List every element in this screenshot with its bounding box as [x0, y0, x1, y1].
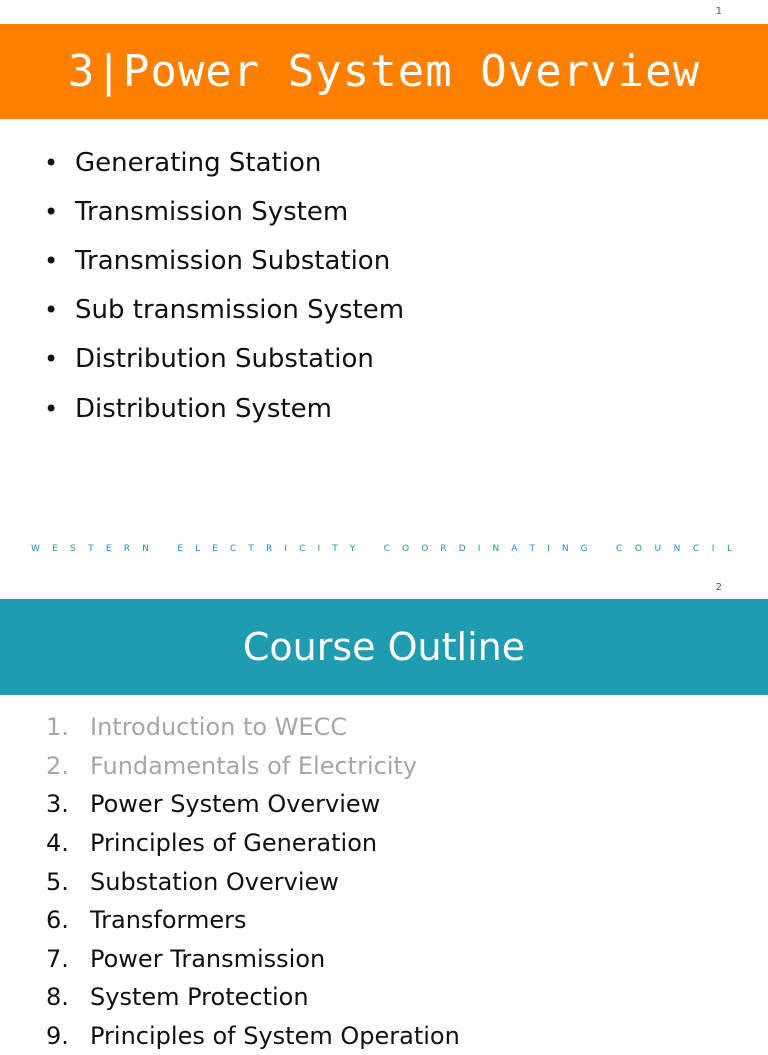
outline-item: 1. Introduction to WECC [46, 713, 348, 742]
footer-organization [0, 540, 768, 558]
bullet-item: • Sub transmission System [44, 295, 405, 326]
outline-item: 3. Power System Overview [46, 790, 381, 819]
bullet-dot-icon: • [44, 246, 59, 275]
slide-title: Course Outline [242, 625, 526, 669]
bullet-dot-icon: • [44, 197, 59, 226]
title-bar [0, 599, 768, 695]
bullet-item: • Distribution Substation [44, 344, 374, 375]
bullet-list [44, 138, 404, 433]
bullet-dot-icon: • [44, 394, 59, 423]
outline-item: 2. Fundamentals of Electricity [46, 751, 418, 780]
bullet-item: • Transmission Substation [44, 245, 391, 276]
bullet-item: • Transmission System [44, 196, 349, 227]
slide-title: 3|Power System Overview [67, 46, 701, 97]
outline-item: 9. Principles of System Operation [46, 1022, 460, 1051]
page-number: 1 [715, 6, 722, 17]
bullet-item: • Distribution System [44, 393, 332, 424]
bullet-item: • Generating Station [44, 147, 322, 178]
outline-item: 4. Principles of Generation [46, 829, 378, 858]
course-outline-list [46, 708, 460, 1055]
bullet-dot-icon: • [44, 296, 59, 325]
title-bar [0, 24, 768, 119]
outline-item: 8. System Protection [46, 983, 309, 1012]
footer-word: E L E C T R I C I T Y [177, 544, 356, 554]
footer-word: W E S T E R N [31, 544, 149, 554]
footer-word: C O O R D I N A T I N G [383, 544, 588, 554]
outline-item: 5. Substation Overview [46, 867, 339, 896]
page-number: 2 [715, 582, 722, 593]
outline-item: 7. Power Transmission [46, 944, 326, 973]
outline-item: 6. Transformers [46, 906, 247, 935]
bullet-dot-icon: • [44, 148, 59, 177]
bullet-dot-icon: • [44, 345, 59, 374]
footer-word: C O U N C I L [615, 544, 732, 554]
slide-2 [0, 578, 768, 1051]
